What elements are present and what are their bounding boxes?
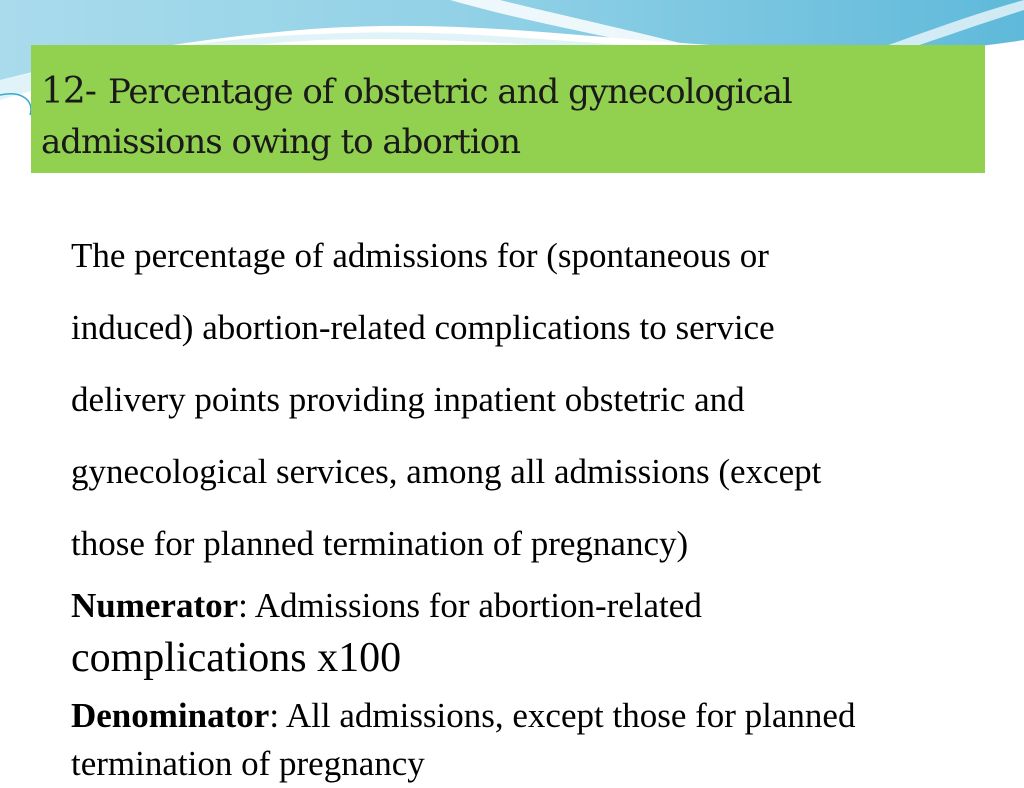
numerator-text: : Admissions for abortion-related [238, 586, 702, 625]
definition-line-5: those for planned termination of pregnancy) [71, 524, 689, 563]
denominator-line-2: termination of pregnancy [71, 744, 425, 783]
numerator-label: Numerator [71, 586, 239, 625]
definition-line-2: induced) abortion-related complications to service [71, 308, 775, 347]
definition-line-1: The percentage of admissions for (spontaneous or [71, 236, 769, 275]
numerator-line-1 [71, 582, 1011, 630]
denominator-line-1 [71, 692, 1021, 740]
title-text-1: Percentage of obstetric and gynecological [107, 72, 792, 112]
denominator-label: Denominator [71, 696, 270, 735]
title-number: 12- [41, 71, 96, 112]
definition-line-3: delivery points providing inpatient obstetric and [71, 380, 745, 419]
title-banner [31, 45, 985, 173]
definition-line-4: gynecological services, among all admissions (except [71, 452, 822, 491]
title-line-2: admissions owing to abortion [41, 122, 521, 162]
title-line-1 [41, 67, 985, 117]
definition-block [71, 220, 1001, 580]
numerator-block [71, 582, 1011, 686]
numerator-line-2: complications x100 [71, 635, 402, 681]
denominator-text: : All admissions, except those for planned [269, 696, 856, 735]
denominator-block [71, 692, 1021, 788]
